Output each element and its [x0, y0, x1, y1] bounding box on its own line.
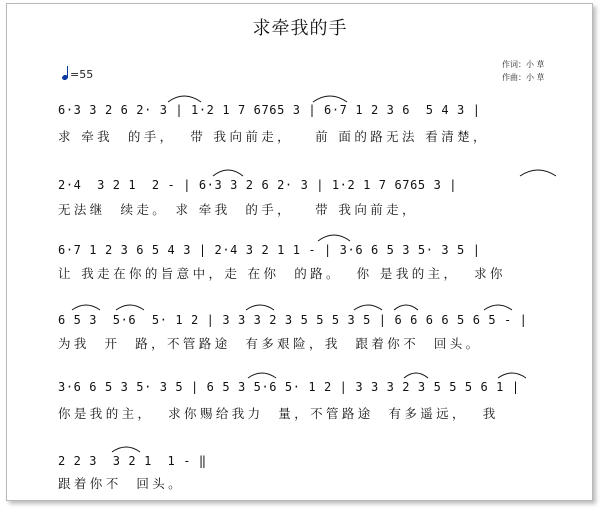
slur-mark — [484, 305, 512, 310]
lyrics-row-6: 跟着你不 回头。 — [58, 476, 185, 491]
notation-row-6: 2 2 3 3 2 1 1 - ‖ — [58, 454, 207, 468]
song-title: 求牵我的手 — [252, 18, 348, 39]
composer-credit: 作曲：小 草 — [502, 73, 545, 82]
slur-mark — [394, 305, 418, 310]
notation-row-3: 6·7 1 2 3 6 5 4 3 | 2·4 3 2 1 1 - | 3·6 6 5 3 5· 3 5 | — [58, 243, 481, 257]
slur-mark — [520, 170, 556, 176]
slur-mark — [246, 305, 274, 310]
notation-row-2: 2·4 3 2 1 2 - | 6·3 3 2 6 2· 3 | 1·2 1 7 6765 3 | — [58, 178, 458, 192]
lyrics-row-4: 为我 开 路，不管路途 有多艰险，我 跟着你不 回头。 — [58, 336, 482, 351]
slur-mark — [354, 305, 382, 310]
lyricist-credit: 作词：小 草 — [502, 60, 545, 69]
slur-mark — [168, 96, 201, 102]
slur-mark — [318, 235, 350, 241]
slur-mark — [404, 373, 428, 378]
lyrics-row-1: 求 牵我 的手， 带 我向前走， 前 面的路无法 看清楚， — [58, 129, 489, 144]
slur-mark — [313, 96, 347, 102]
slur-mark — [248, 373, 276, 378]
notation-row-5: 3·6 6 5 3 5· 3 5 | 6 5 3 5·6 5· 1 2 | 3 3 3 2 3 5 5 5 6 1 | — [58, 380, 520, 394]
notation-row-4: 6 5 3 5·6 5· 1 2 | 3 3 3 2 3 5 5 5 3 5 | 6 6 6 6 5 6 5 - | — [58, 313, 528, 327]
lyrics-row-3: 让 我走在你的旨意中，走 在你 的路。 你 是我的主， 求你 — [58, 266, 506, 281]
slur-mark — [498, 373, 526, 378]
slur-mark — [112, 447, 140, 452]
notation-row-1: 6·3 3 2 6 2· 3 | 1·2 1 7 6765 3 | 6·7 1 2 3 6 5 4 3 | — [58, 103, 481, 117]
lyrics-row-2: 无法继 续走。 求 牵我 的手， 带 我向前走， — [58, 202, 418, 217]
slur-mark — [72, 305, 100, 310]
tempo-value: =55 — [70, 68, 94, 81]
slur-mark — [116, 305, 144, 310]
lyrics-row-5: 你是我的主， 求你赐给我力 量，不管路途 有多遥远， 我 — [58, 406, 499, 421]
slur-mark — [213, 170, 243, 176]
